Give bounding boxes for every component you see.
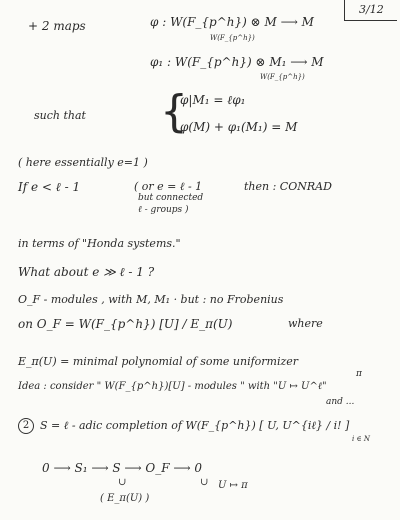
page-number: 3/12 bbox=[359, 3, 384, 16]
seq-map: U ↦ π bbox=[218, 480, 248, 491]
s-definition: S = ℓ - adic completion of W(F_{p^h}) [ U, U^{iℓ} / i! ] bbox=[40, 419, 350, 432]
seq-subset-1: ∪ bbox=[118, 477, 127, 488]
idea-text: Idea : consider " W(F_{p^h})[U] - modules " with "U ↦ U^ℓ" bbox=[18, 381, 327, 392]
condition-2: φ(M) + φ₁(M₁) = M bbox=[180, 120, 298, 134]
and-text: and ... bbox=[326, 397, 355, 407]
condition-1: φ|M₁ = ℓφ₁ bbox=[180, 93, 246, 107]
or-condition: ( or e = ℓ - 1 bbox=[134, 180, 203, 193]
on-of-definition: on O_F = W(F_{p^h}) [U] / E_π(U) bbox=[18, 317, 233, 331]
map-phi-subscript: W(F_{p^h}) bbox=[210, 34, 255, 42]
honda-systems: in terms of "Honda systems." bbox=[18, 237, 181, 250]
of-modules: O_F - modules , with M, M₁ · but : no Frobenius bbox=[18, 293, 284, 306]
left-brace: { bbox=[160, 86, 188, 137]
s-subscript: i ∈ N bbox=[352, 435, 370, 443]
seq-subset-2: ∪ bbox=[200, 477, 209, 488]
note-here: ( here essentially e=1 ) bbox=[18, 156, 148, 169]
pi-symbol: π bbox=[356, 369, 362, 379]
intro-text: + 2 maps bbox=[28, 19, 86, 33]
e-pi-definition: E_π(U) = minimal polynomial of some uniformizer bbox=[18, 355, 299, 368]
but-connected: but connected bbox=[138, 193, 204, 203]
if-condition: If e < ℓ - 1 bbox=[18, 180, 81, 194]
map-phi: φ : W(F_{p^h}) ⊗ M ⟶ M bbox=[150, 15, 314, 29]
where-text: where bbox=[288, 317, 323, 330]
such-that-text: such that bbox=[34, 109, 86, 122]
exact-sequence: 0 ⟶ S₁ ⟶ S ⟶ O_F ⟶ 0 bbox=[42, 461, 203, 475]
seq-e-pi: ( E_π(U) ) bbox=[100, 493, 150, 504]
page-number-box bbox=[344, 0, 397, 21]
map-phi1-subscript: W(F_{p^h}) bbox=[260, 73, 305, 81]
l-groups: ℓ - groups ) bbox=[138, 205, 189, 215]
what-about: What about e ≫ ℓ - 1 ? bbox=[18, 265, 155, 279]
then-conrad: then : CONRAD bbox=[244, 180, 332, 193]
map-phi1: φ₁ : W(F_{p^h}) ⊗ M₁ ⟶ M bbox=[150, 55, 324, 69]
item-2-circle: 2 bbox=[18, 418, 34, 434]
